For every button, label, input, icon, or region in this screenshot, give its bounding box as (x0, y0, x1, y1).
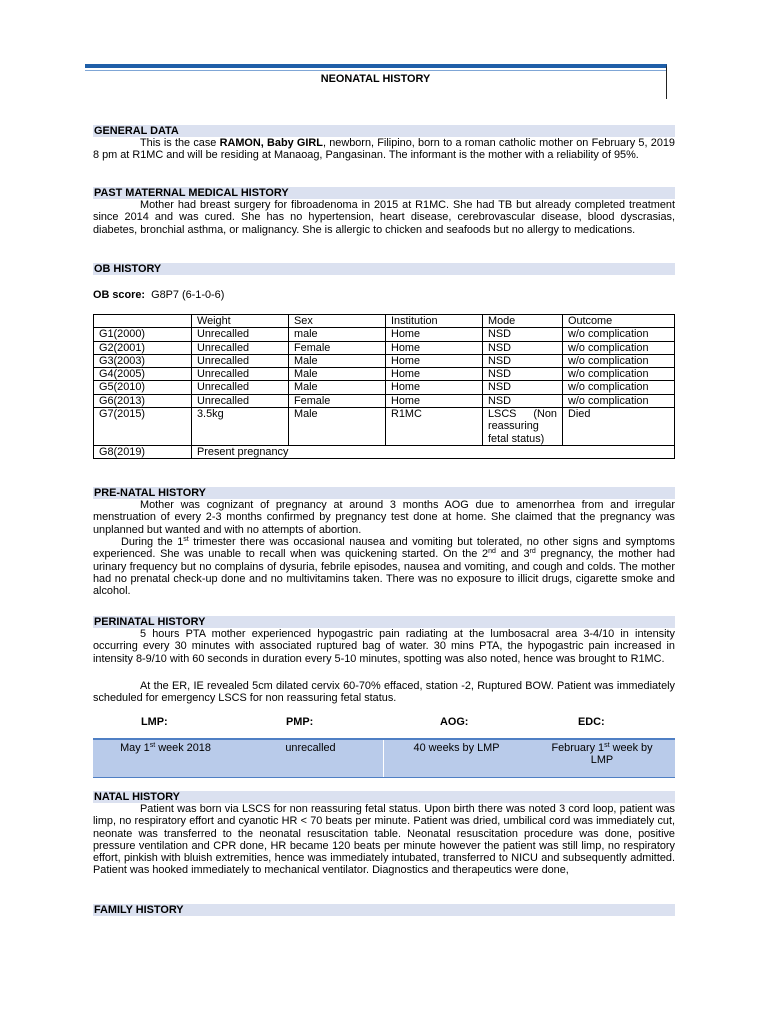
perinatal-paragraph-1: 5 hours PTA mother experienced hypogastric pain radiating at the lumbosacral area 3-4/10 in intensity occurring every 30 minutes with associated ruptured bag of water. 30 mins PTA, the hypogastric pain increased in intensity 8-9/10 with 60 seconds in duration every 5-10 minutes, spotting was also noted, hence was brought to R1MC. (93, 628, 675, 665)
table-row (94, 354, 675, 367)
table-header-cell: Mode (483, 315, 563, 328)
table-cell: Unrecalled (192, 341, 289, 354)
table-cell: w/o complication (563, 394, 675, 407)
prenatal-paragraph-1: Mother was cognizant of pregnancy at around 3 months AOG due to amenorrhea from and irregular menstruation of every 2-3 months confirmed by pregnancy test done at home. She claimed that the pregnancy was unplanned but wanted and with no attempts of abortion. (93, 499, 675, 536)
table-cell: w/o complication (563, 341, 675, 354)
table-cell: NSD (483, 394, 563, 407)
table-cell: Male (289, 408, 386, 446)
table-header-row (94, 315, 675, 328)
table-header-cell: Institution (386, 315, 483, 328)
table-cell: Unrecalled (192, 368, 289, 381)
table-cell: Home (386, 368, 483, 381)
table-cell: NSD (483, 341, 563, 354)
table-header-cell: Weight (192, 315, 289, 328)
table-row (94, 368, 675, 381)
section-heading-prenatal: PRE-NATAL HISTORY (93, 487, 675, 499)
table-cell: G6(2013) (94, 394, 192, 407)
table-cell: Unrecalled (192, 381, 289, 394)
table-cell: Present pregnancy (192, 445, 675, 458)
section-heading-perinatal: PERINATAL HISTORY (93, 616, 675, 628)
lmp-label: LMP: (141, 716, 168, 728)
table-row (94, 341, 675, 354)
edc-value: February 1st week by LMP (551, 742, 653, 767)
ob-history-table (93, 314, 675, 459)
table-cell: Male (289, 354, 386, 367)
table-cell: G4(2005) (94, 368, 192, 381)
table-cell: Unrecalled (192, 394, 289, 407)
patient-name: RAMON, Baby GIRL (219, 137, 323, 149)
table-cell: Unrecalled (192, 354, 289, 367)
pmp-label: PMP: (286, 716, 314, 728)
table-cell: Home (386, 341, 483, 354)
table-header-cell (94, 315, 192, 328)
table-row (94, 445, 675, 458)
section-heading-past-maternal: PAST MATERNAL MEDICAL HISTORY (93, 187, 675, 199)
table-header-cell: Outcome (563, 315, 675, 328)
natal-text: Patient was born via LSCS for non reassuring fetal status. Upon birth there was noted 3 cord loop, patient was limp, no respiratory effort and cyanotic HR < 70 beats per minute. Patient was dried, umbilical cord was immediately cut, neonate was transferred to the neonatal resuscitation table. Neonatal resuscitation procedure was done, positive pressure ventilation and CPR done, HR became 120 beats per minute however the patient was still limp, no respiratory effort, pinkish with bluish extremities, hence was immediately intubated, transferred to NICU and subsequently admitted. Patient was hooked immediately to mechanical ventilator. Diagnostics and therapeutics were done, (93, 803, 675, 877)
section-heading-family: FAMILY HISTORY (93, 904, 675, 916)
page-title: NEONATAL HISTORY (320, 73, 431, 85)
table-cell: R1MC (386, 408, 483, 446)
general-data-text: This is the case RAMON, Baby GIRL, newborn, Filipino, born to a roman catholic mother on February 5, 2019 8 pm at R1MC and will be residing at Manaoag, Pangasinan. The informant is the mother with a reliability of 95%. (93, 137, 675, 162)
pmp-value: unrecalled (285, 742, 336, 754)
edc-label: EDC: (578, 716, 605, 728)
table-cell: G7(2015) (94, 408, 192, 446)
table-row (94, 408, 675, 446)
table-cell: NSD (483, 328, 563, 341)
aog-label: AOG: (440, 716, 469, 728)
table-cell: NSD (483, 354, 563, 367)
section-heading-natal: NATAL HISTORY (93, 791, 675, 803)
table-cell: LSCS (Non reassuring fetal status) (483, 408, 563, 446)
table-row (94, 381, 675, 394)
aog-value: 40 weeks by LMP (413, 742, 500, 754)
ob-score: OB score: G8P7 (6-1-0-6) (93, 289, 225, 301)
vitals-row (93, 738, 675, 778)
table-cell: Died (563, 408, 675, 446)
table-cell: male (289, 328, 386, 341)
title-box (85, 64, 667, 99)
table-cell: Home (386, 394, 483, 407)
table-cell: G5(2010) (94, 381, 192, 394)
table-cell: w/o complication (563, 368, 675, 381)
table-cell: G2(2001) (94, 341, 192, 354)
past-maternal-text: Mother had breast surgery for fibroadenoma in 2015 at R1MC. She had TB but already completed treatment since 2014 and was cured. She has no hypertension, heart disease, cerebrovascular disease, blood dyscrasias, diabetes, bronchial asthma, or malignancy. She is allergic to chicken and seafoods but no allergy to medications. (93, 199, 675, 236)
table-cell: Home (386, 381, 483, 394)
table-row (94, 328, 675, 341)
table-cell: w/o complication (563, 354, 675, 367)
table-cell: G3(2003) (94, 354, 192, 367)
section-heading-general-data: GENERAL DATA (93, 125, 675, 137)
section-heading-ob-history: OB HISTORY (93, 263, 675, 275)
table-cell: Home (386, 354, 483, 367)
lmp-value: May 1st week 2018 (120, 742, 211, 754)
table-row (94, 394, 675, 407)
table-cell: Home (386, 328, 483, 341)
table-cell: Female (289, 341, 386, 354)
table-cell: NSD (483, 368, 563, 381)
table-cell: Female (289, 394, 386, 407)
perinatal-paragraph-2: At the ER, IE revealed 5cm dilated cervix 60-70% effaced, station -2, Ruptured BOW. Patient was immediately scheduled for emergency LSCS for non reassuring fetal status. (93, 680, 675, 705)
table-cell: Male (289, 368, 386, 381)
table-cell: 3.5kg (192, 408, 289, 446)
table-cell: NSD (483, 381, 563, 394)
table-cell: Unrecalled (192, 328, 289, 341)
table-cell: Male (289, 381, 386, 394)
table-cell: G1(2000) (94, 328, 192, 341)
prenatal-paragraph-2: During the 1st trimester there was occasional nausea and vomiting but tolerated, no other signs and symptoms experienced. She was unable to recall when was quickening started. On the 2nd and 3rd pregnancy, the mother had urinary frequency but no complains of dysuria, febrile episodes, nausea and vomiting, and cough and colds. The mother had no prenatal check-up done and no multivitamins taken. There was no exposure to illicit drugs, cigarette smoke and alcohol. (93, 536, 675, 598)
table-header-cell: Sex (289, 315, 386, 328)
table-cell: w/o complication (563, 381, 675, 394)
table-cell: w/o complication (563, 328, 675, 341)
table-cell: G8(2019) (94, 445, 192, 458)
